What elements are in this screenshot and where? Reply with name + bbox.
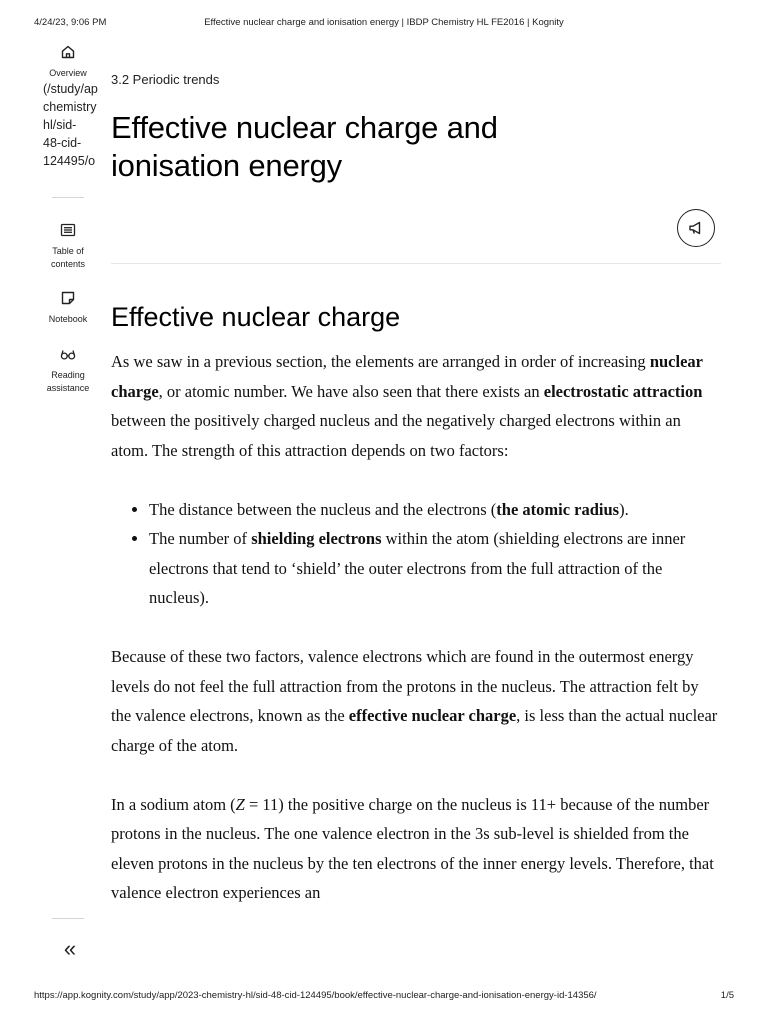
sidebar-item-label: Reading — [51, 370, 85, 380]
megaphone-icon — [688, 220, 704, 236]
home-icon — [60, 44, 76, 60]
print-datetime: 4/24/23, 9:06 PM — [34, 17, 107, 28]
print-url: https://app.kognity.com/study/app/2023-chemistry-hl/sid-48-cid-124495/book/effective-nuclear-charge-and-ionisation-energy-id-14356/ — [34, 990, 597, 1001]
sidebar-item-label: assistance — [46, 383, 90, 393]
paragraph: As we saw in a previous section, the elements are arranged in order of increasing nuclear charge, or atomic number. We have also seen that there exists an electrostatic attraction between the positively charged nucleus and the negatively charged electrons within an atom. The strength of this attraction depends on two factors: — [111, 352, 703, 460]
page-number: 1/5 — [720, 990, 734, 1001]
sidebar-item-label: Table of — [52, 246, 84, 256]
collapse-sidebar-button[interactable]: « — [63, 936, 77, 961]
math-variable: Z — [235, 794, 245, 814]
bold-term: electrostatic attraction — [543, 381, 703, 401]
announce-button[interactable] — [677, 209, 715, 247]
bold-term: shielding electrons — [251, 529, 382, 548]
breadcrumb[interactable]: 3.2 Periodic trends — [111, 72, 220, 87]
title-divider — [111, 263, 721, 264]
print-header — [34, 17, 734, 31]
sidebar-item-label: Overview — [49, 68, 87, 78]
sidebar-item-notebook[interactable] — [34, 290, 102, 326]
print-page-title: Effective nuclear charge and ionisation energy | IBDP Chemistry HL FE2016 | Kognity — [204, 17, 564, 28]
sidebar-divider — [52, 918, 84, 919]
sidebar-item-overview[interactable] — [34, 44, 102, 170]
section-title: Effective nuclear charge — [111, 302, 401, 332]
page-title: Effective nuclear charge and ionisation energy — [111, 110, 498, 183]
bold-term: the atomic radius — [496, 499, 620, 519]
list-icon — [60, 222, 76, 238]
paragraph: Because of these two factors, valence electrons which are found in the outermost energy levels do not feel the full attraction from the protons in the nucleus. The attraction felt by the valence electrons, known as the effective nuclear charge, is less than the actual nuclear charge of the atom. — [111, 647, 718, 755]
main-content — [111, 72, 721, 902]
overview-link-text[interactable]: (/study/ap chemistry hl/sid- 48-cid- 124495/o — [43, 82, 98, 168]
article-body — [111, 347, 721, 937]
sidebar-item-label: Notebook — [48, 314, 88, 324]
note-icon — [60, 290, 76, 306]
sidebar-item-reading-assistance[interactable] — [34, 346, 102, 395]
print-footer — [34, 990, 734, 1004]
sidebar-divider — [52, 197, 84, 198]
glasses-icon — [60, 346, 76, 362]
paragraph: In a sodium atom (Z = 11) the positive charge on the nucleus is 11+ because of the number protons in the nucleus. The one valence electron in the 3s sub-level is shielded from the eleven protons in the nucleus by the ten electrons of the inner energy levels. Therefore, that valence electron experiences an — [111, 794, 714, 902]
list-item: • The number of shielding electrons within the atom (shielding electrons are inner electrons that tend to ‘shield’ the outer electrons from the full attraction of the nucleus). — [149, 524, 721, 613]
list-item: • The distance between the nucleus and the electrons (the atomic radius). — [149, 495, 721, 525]
sidebar-item-label: contents — [50, 259, 86, 269]
sidebar-item-table-of-contents[interactable] — [34, 222, 102, 271]
bold-term: nuclear charge — [111, 352, 703, 401]
factor-list — [149, 495, 721, 613]
bold-term: effective nuclear charge — [348, 706, 517, 725]
